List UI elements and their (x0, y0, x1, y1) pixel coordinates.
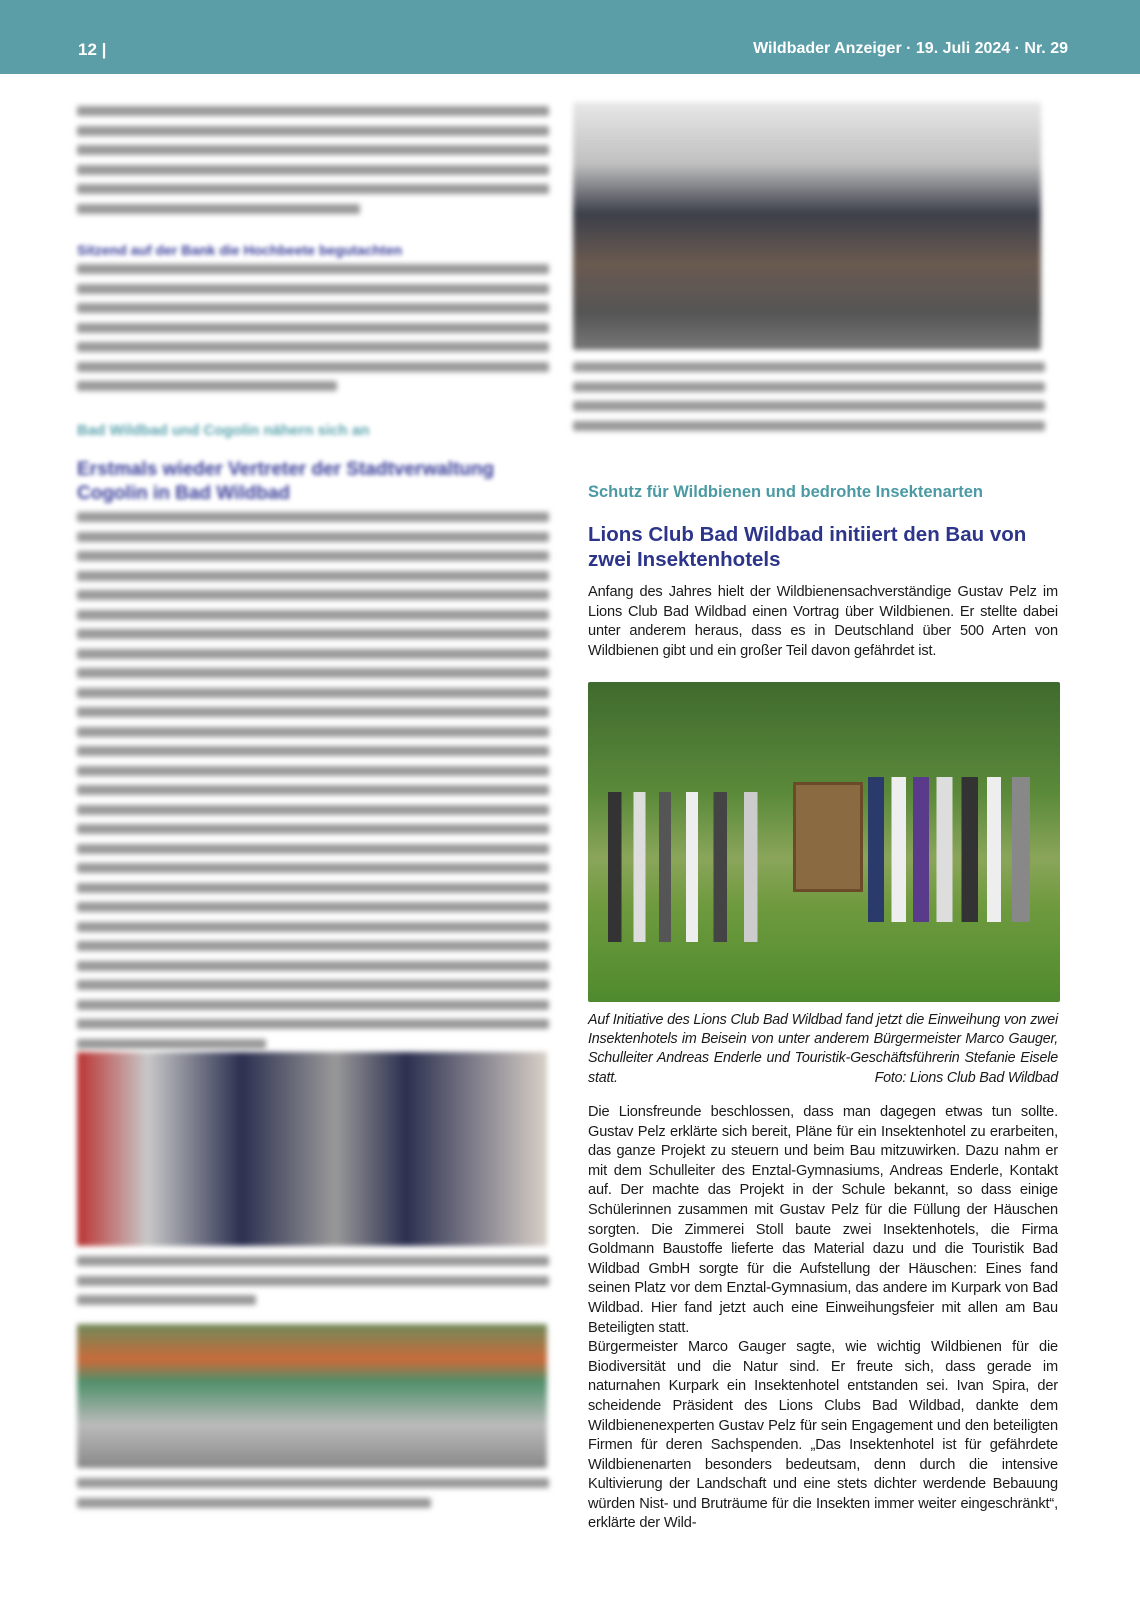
article-paragraph: Bürgermeister Marco Gauger sagte, wie wichtig Wildbienen für die Biodiversität und die Natur sind. Er freute sich, dass gerade im naturnahen Kurpark ein Insektenhotel entstanden sei. Ivan Spira, der scheidende Präsident des Lions Clubs Bad Wildbad, dankte dem Wildbienenexperten Gustav Pelz für sein Engagement und den beteiligten Firmen für deren Sachspenden. „Das Insektenhotel ist für gefährdete Wildbienenarten besonders bedeutsam, denn durch die intensive Kultivierung der Landschaft und eine stets dichter werdende Bebauung würden Nist- und Bruträume für die Insekten immer weiter eingeschränkt“, erklärte der Wild- (588, 1339, 1058, 1532)
photo-caption (588, 1011, 1058, 1088)
insect-hotel (793, 782, 863, 892)
photo-stands (77, 1324, 547, 1468)
caption-text: Auf Initiative des Lions Club Bad Wildbad fand jetzt die Einweihung von zwei Insektenhotels im Beisein von unter anderem Bürgermeister Marco Gauger, Schulleiter Andreas Enderle und Touristik-Geschäftsführerin Stefanie Eisele statt. (588, 1012, 1058, 1086)
article-intro: Anfang des Jahres hielt der Wildbienensachverständige Gustav Pelz im Lions Club Bad Wildbad einen Vortrag über Wildbienen. Er stellte dabei unter anderem heraus, dass es in Deutschland über 500 Arten von Wildbienen gibt und ein großer Teil davon gefährdet ist. (588, 584, 1058, 659)
article-body (588, 1103, 1058, 1534)
people-left (608, 792, 778, 942)
photo-insect-hotel-group (588, 682, 1060, 1002)
photo-music-school (77, 1052, 547, 1246)
left-blurred-caption-2 (77, 1478, 549, 1517)
page-number: 12 | (78, 40, 107, 59)
article-title: Lions Club Bad Wildbad initiiert den Bau von zwei Insektenhotels (588, 523, 1027, 571)
article-paragraph: Die Lionsfreunde beschlossen, dass man dagegen etwas tun sollte. Gustav Pelz erklärte sich bereit, Pläne für ein Insektenhotel zu erarbeiten, das ganze Projekt zu steuern und beim Bau mitzuwirken. Dazu nahm er mit dem Schulleiter des Enztal-Gymnasiums, Andreas Enderle, Kontakt auf. Der machte das Projekt in der Schule bekannt, so dass einige Schülerinnen zusammen mit Gustav Pelz für die Füllung der Häuschen sorgten. Die Zimmerei Stoll baute zwei Insektenhotels, die Firma Goldmann Baustoffe lieferte das Material dazu und die Touristik Bad Wildbad GmbH sorgte für die Aufstellung der Häuschen: Eines fand seinen Platz vor dem Enztal-Gymnasium, das andere im Kurpark von Bad Wildbad. Hier fand jetzt auch eine Einweihungsfeier mit allen am Bau Beteiligten statt. (588, 1104, 1058, 1336)
left-title: Erstmals wieder Vertreter der Stadtverwaltung Cogolin in Bad Wildbad (77, 459, 495, 504)
right-blurred-caption (573, 362, 1045, 440)
people-right (868, 777, 1048, 922)
left-subhead: Sitzend auf der Bank die Hochbeete begutachten (77, 242, 403, 258)
photo-credit: Foto: Lions Club Bad Wildbad (874, 1069, 1058, 1086)
left-blurred-article (77, 512, 549, 1058)
page-header (0, 0, 1140, 74)
masthead: Wildbader Anzeiger · 19. Juli 2024 · Nr. 29 (753, 40, 1068, 57)
photo-reception (573, 102, 1041, 350)
left-blurred-caption-1 (77, 1256, 549, 1315)
left-blurred-text-1 (77, 106, 549, 223)
left-kicker: Bad Wildbad und Cogolin nähern sich an (77, 422, 370, 439)
article-kicker: Schutz für Wildbienen und bedrohte Insektenarten (588, 483, 983, 501)
left-blurred-text-2 (77, 264, 549, 401)
